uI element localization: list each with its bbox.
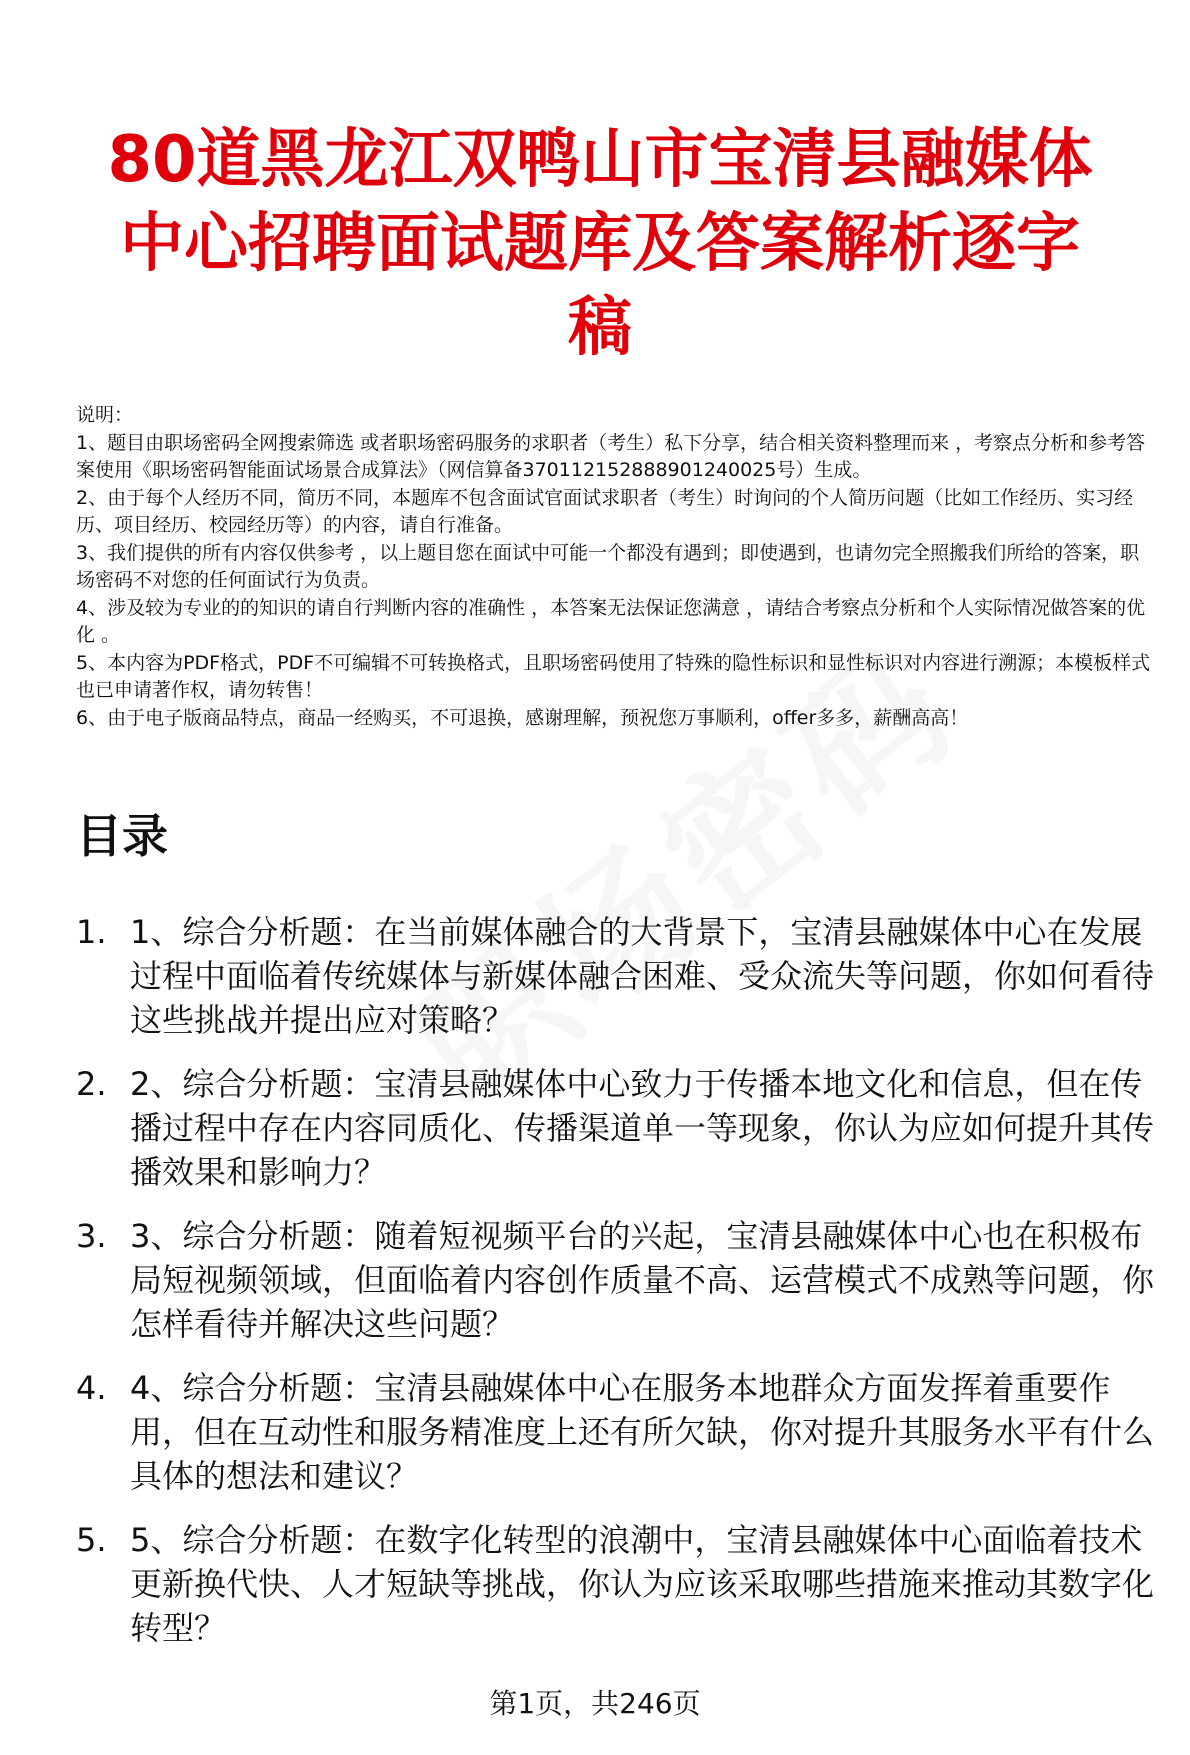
toc-item[interactable] xyxy=(76,1214,1166,1346)
note-item-4: 4、涉及较为专业的的知识的请自行判断内容的准确性 ，本答案无法保证您满意 ，请结合考察点分析和个人实际情况做答案的优化 。 xyxy=(76,596,1146,646)
toc-item-text: 1、综合分析题：在当前媒体融合的大背景下，宝清县融媒体中心在发展过程中面临着传统媒体与新媒体融合困难、受众流失等问题，你如何看待这些挑战并提出应对策略？ xyxy=(130,913,1155,1039)
notes-section xyxy=(76,402,1156,732)
page-number: 第1页，共246页 xyxy=(489,1687,701,1720)
toc-item[interactable] xyxy=(76,1062,1166,1194)
toc-item-number: 5. xyxy=(76,1521,107,1559)
toc-item[interactable] xyxy=(76,910,1166,1042)
document-title: 80道黑龙江双鸭山市宝清县融媒体中心招聘面试题库及答案解析逐字稿 xyxy=(107,123,1093,365)
table-of-contents xyxy=(76,910,1166,1670)
toc-heading: 目录 xyxy=(76,809,168,863)
notes-heading: 说明： xyxy=(76,404,134,426)
toc-item-text: 2、综合分析题：宝清县融媒体中心致力于传播本地文化和信息，但在传播过程中存在内容同质化、传播渠道单一等现象，你认为应如何提升其传播效果和影响力？ xyxy=(130,1065,1155,1191)
note-item-3: 3、我们提供的所有内容仅供参考 ，以上题目您在面试中可能一个都没有遇到；即使遇到，也请勿完全照搬我们所给的答案，职场密码不对您的任何面试行为负责。 xyxy=(76,541,1140,591)
toc-item-number: 4. xyxy=(76,1369,107,1407)
toc-item-number: 2. xyxy=(76,1065,107,1103)
toc-item-text: 3、综合分析题：随着短视频平台的兴起，宝清县融媒体中心也在积极布局短视频领域，但面临着内容创作质量不高、运营模式不成熟等问题，你怎样看待并解决这些问题？ xyxy=(130,1217,1155,1343)
toc-item-text: 4、综合分析题：宝清县融媒体中心在服务本地群众方面发挥着重要作用，但在互动性和服务精准度上还有所欠缺，你对提升其服务水平有什么具体的想法和建议？ xyxy=(130,1369,1155,1495)
note-item-2: 2、由于每个人经历不同，简历不同，本题库不包含面试官面试求职者（考生）时询问的个人简历问题（比如工作经历、实习经历、项目经历、校园经历等）的内容，请自行准备。 xyxy=(76,486,1134,536)
note-item-5: 5、本内容为PDF格式，PDF不可编辑不可转换格式，且职场密码使用了特殊的隐性标识和显性标识对内容进行溯源；本模板样式也已申请著作权，请勿转售！ xyxy=(76,651,1151,701)
toc-item[interactable] xyxy=(76,1366,1166,1498)
note-item-1: 1、题目由职场密码全网搜索筛选 或者职场密码服务的求职者（考生）私下分享，结合相关资料整理而来 ，考察点分析和参考答案使用《职场密码智能面试场景合成算法》（网信算备370112152888901240025号）生成。 xyxy=(76,431,1146,481)
toc-item[interactable] xyxy=(76,1518,1166,1650)
toc-item-text: 5、综合分析题：在数字化转型的浪潮中，宝清县融媒体中心面临着技术更新换代快、人才短缺等挑战，你认为应该采取哪些措施来推动其数字化转型？ xyxy=(130,1521,1155,1647)
toc-item-number: 1. xyxy=(76,913,107,951)
toc-item-number: 3. xyxy=(76,1217,107,1255)
note-item-6: 6、由于电子版商品特点，商品一经购买，不可退换，感谢理解，预祝您万事顺利，offer多多，薪酬高高！ xyxy=(76,706,969,729)
